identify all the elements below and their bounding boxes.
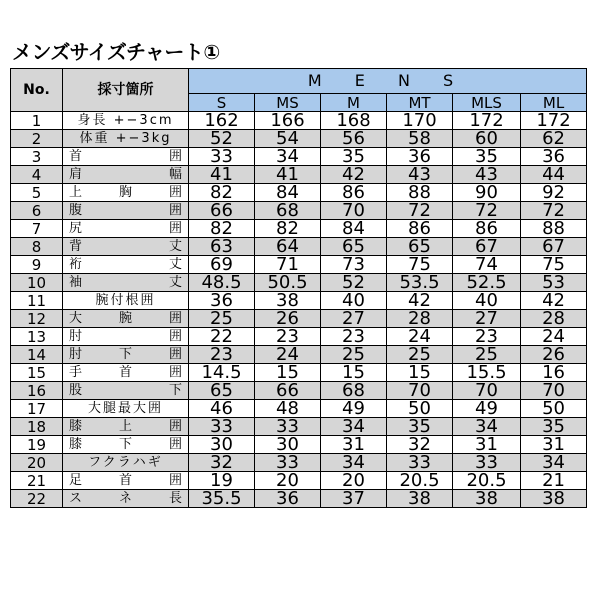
size-value: 36 bbox=[521, 148, 587, 166]
label-char: 幅 bbox=[168, 166, 182, 182]
size-value: 48 bbox=[255, 400, 321, 418]
measurement-label-text bbox=[69, 203, 182, 219]
size-value: 43 bbox=[453, 166, 521, 184]
measurement-label-text: 腕付根囲 bbox=[95, 292, 156, 308]
size-value: 52 bbox=[321, 274, 387, 292]
size-value: 36 bbox=[255, 490, 321, 508]
header-size: ML bbox=[521, 94, 587, 112]
measurement-label-text bbox=[69, 221, 182, 237]
measurement-label bbox=[63, 292, 189, 310]
label-char: 囲 bbox=[168, 364, 182, 380]
size-value: 62 bbox=[521, 130, 587, 148]
label-char: 丈 bbox=[168, 238, 182, 254]
measurement-label-text bbox=[69, 347, 182, 363]
header-size: MLS bbox=[453, 94, 521, 112]
row-number: 7 bbox=[11, 220, 63, 238]
label-char: ネ bbox=[118, 490, 132, 506]
row-number: 22 bbox=[11, 490, 63, 508]
size-value: 16 bbox=[521, 364, 587, 382]
size-value: 20.5 bbox=[387, 472, 453, 490]
size-value: 19 bbox=[189, 472, 255, 490]
table-row bbox=[11, 436, 587, 454]
size-value: 35 bbox=[521, 418, 587, 436]
size-value: 53.5 bbox=[387, 274, 453, 292]
size-value: 23 bbox=[321, 328, 387, 346]
table-row bbox=[11, 238, 587, 256]
label-char: 首 bbox=[69, 148, 83, 164]
size-value: 35 bbox=[387, 418, 453, 436]
header-size: S bbox=[189, 94, 255, 112]
size-value: 43 bbox=[387, 166, 453, 184]
size-value: 38 bbox=[521, 490, 587, 508]
size-value: 23 bbox=[189, 346, 255, 364]
size-value: 31 bbox=[321, 436, 387, 454]
measurement-label-text bbox=[69, 311, 182, 327]
size-value: 27 bbox=[453, 310, 521, 328]
table-row bbox=[11, 382, 587, 400]
size-value: 49 bbox=[321, 400, 387, 418]
label-char: 下 bbox=[118, 346, 132, 362]
size-value: 42 bbox=[387, 292, 453, 310]
table-row bbox=[11, 130, 587, 148]
size-value: 38 bbox=[387, 490, 453, 508]
size-value: 20.5 bbox=[453, 472, 521, 490]
label-char: 股 bbox=[69, 382, 83, 398]
label-char: 膝 bbox=[69, 436, 83, 452]
label-char: 裄 bbox=[69, 256, 83, 272]
label-char: 膝 bbox=[69, 418, 83, 434]
measurement-label bbox=[63, 130, 189, 148]
table-row bbox=[11, 274, 587, 292]
size-value: 69 bbox=[189, 256, 255, 274]
size-value: 35 bbox=[453, 148, 521, 166]
size-value: 15 bbox=[387, 364, 453, 382]
size-value: 66 bbox=[189, 202, 255, 220]
measurement-label-text bbox=[69, 365, 182, 381]
size-value: 86 bbox=[387, 220, 453, 238]
label-char: 囲 bbox=[168, 436, 182, 452]
label-char: 袖 bbox=[69, 274, 83, 290]
size-value: 65 bbox=[321, 238, 387, 256]
measurement-label-text bbox=[69, 185, 182, 201]
size-value: 65 bbox=[189, 382, 255, 400]
size-value: 44 bbox=[521, 166, 587, 184]
table-row bbox=[11, 472, 587, 490]
size-value: 34 bbox=[321, 454, 387, 472]
row-number: 14 bbox=[11, 346, 63, 364]
size-value: 84 bbox=[255, 184, 321, 202]
page-title: メンズサイズチャート① bbox=[12, 40, 220, 64]
size-value: 52 bbox=[189, 130, 255, 148]
size-value: 33 bbox=[255, 418, 321, 436]
size-value: 38 bbox=[453, 490, 521, 508]
label-char: 胸 bbox=[118, 184, 132, 200]
label-char: 足 bbox=[69, 472, 83, 488]
label-char: 囲 bbox=[168, 184, 182, 200]
measurement-label bbox=[63, 166, 189, 184]
table-row bbox=[11, 112, 587, 130]
size-value: 64 bbox=[255, 238, 321, 256]
table-row bbox=[11, 454, 587, 472]
label-char: 上 bbox=[69, 184, 83, 200]
size-value: 33 bbox=[189, 148, 255, 166]
size-value: 41 bbox=[189, 166, 255, 184]
label-char: 囲 bbox=[168, 472, 182, 488]
size-value: 31 bbox=[453, 436, 521, 454]
label-char: 手 bbox=[69, 364, 83, 380]
size-value: 41 bbox=[255, 166, 321, 184]
size-value: 63 bbox=[189, 238, 255, 256]
size-value: 24 bbox=[387, 328, 453, 346]
size-value: 32 bbox=[387, 436, 453, 454]
row-number: 3 bbox=[11, 148, 63, 166]
size-value: 20 bbox=[321, 472, 387, 490]
measurement-label-text bbox=[69, 437, 182, 453]
row-number: 21 bbox=[11, 472, 63, 490]
label-char: 首 bbox=[118, 472, 132, 488]
measurement-label bbox=[63, 202, 189, 220]
size-value: 71 bbox=[255, 256, 321, 274]
measurement-label-text bbox=[69, 239, 182, 255]
label-char: 囲 bbox=[168, 220, 182, 236]
size-value: 40 bbox=[321, 292, 387, 310]
size-value: 88 bbox=[387, 184, 453, 202]
row-number: 2 bbox=[11, 130, 63, 148]
header-size: M bbox=[321, 94, 387, 112]
measurement-label-text: 身長 +−3cm bbox=[77, 112, 174, 128]
size-value: 23 bbox=[453, 328, 521, 346]
measurement-label bbox=[63, 310, 189, 328]
row-number: 6 bbox=[11, 202, 63, 220]
size-value: 66 bbox=[255, 382, 321, 400]
size-value: 30 bbox=[189, 436, 255, 454]
measurement-label bbox=[63, 328, 189, 346]
size-value: 88 bbox=[521, 220, 587, 238]
size-value: 70 bbox=[387, 382, 453, 400]
size-value: 25 bbox=[453, 346, 521, 364]
label-char: 下 bbox=[168, 382, 182, 398]
measurement-label bbox=[63, 238, 189, 256]
label-char: 大 bbox=[69, 310, 83, 326]
table-row bbox=[11, 364, 587, 382]
measurement-label-text bbox=[69, 275, 182, 291]
size-value: 49 bbox=[453, 400, 521, 418]
size-value: 32 bbox=[189, 454, 255, 472]
measurement-label bbox=[63, 364, 189, 382]
size-value: 26 bbox=[255, 310, 321, 328]
size-value: 86 bbox=[453, 220, 521, 238]
size-value: 22 bbox=[189, 328, 255, 346]
size-value: 56 bbox=[321, 130, 387, 148]
size-value: 30 bbox=[255, 436, 321, 454]
size-value: 86 bbox=[321, 184, 387, 202]
label-char: 背 bbox=[69, 238, 83, 254]
size-value: 170 bbox=[387, 112, 453, 130]
label-char: ス bbox=[69, 490, 83, 506]
size-value: 28 bbox=[521, 310, 587, 328]
size-value: 34 bbox=[453, 418, 521, 436]
size-value: 162 bbox=[189, 112, 255, 130]
header-item: 採寸箇所 bbox=[63, 69, 189, 112]
row-number: 4 bbox=[11, 166, 63, 184]
measurement-label bbox=[63, 454, 189, 472]
size-value: 31 bbox=[521, 436, 587, 454]
size-value: 27 bbox=[321, 310, 387, 328]
measurement-label-text bbox=[69, 149, 182, 165]
size-value: 72 bbox=[453, 202, 521, 220]
size-value: 172 bbox=[453, 112, 521, 130]
row-number: 13 bbox=[11, 328, 63, 346]
table-row bbox=[11, 184, 587, 202]
size-value: 34 bbox=[321, 418, 387, 436]
size-value: 28 bbox=[387, 310, 453, 328]
size-value: 15 bbox=[321, 364, 387, 382]
label-char: 囲 bbox=[168, 148, 182, 164]
table-row bbox=[11, 148, 587, 166]
table-row bbox=[11, 400, 587, 418]
table-row bbox=[11, 292, 587, 310]
row-number: 11 bbox=[11, 292, 63, 310]
size-value: 35.5 bbox=[189, 490, 255, 508]
row-number: 8 bbox=[11, 238, 63, 256]
size-value: 52.5 bbox=[453, 274, 521, 292]
label-char: 囲 bbox=[168, 346, 182, 362]
size-value: 82 bbox=[189, 184, 255, 202]
measurement-label bbox=[63, 148, 189, 166]
size-value: 68 bbox=[321, 382, 387, 400]
measurement-label-text: 体重 +−3kg bbox=[79, 130, 172, 146]
size-value: 73 bbox=[321, 256, 387, 274]
size-value: 42 bbox=[321, 166, 387, 184]
table-row bbox=[11, 310, 587, 328]
size-value: 92 bbox=[521, 184, 587, 202]
size-value: 74 bbox=[453, 256, 521, 274]
label-char: 囲 bbox=[168, 310, 182, 326]
row-number: 17 bbox=[11, 400, 63, 418]
measurement-label-text: フクラハギ bbox=[88, 454, 163, 470]
label-char: 首 bbox=[118, 364, 132, 380]
table-row bbox=[11, 220, 587, 238]
label-char: 肩 bbox=[69, 166, 83, 182]
measurement-label bbox=[63, 346, 189, 364]
table-row bbox=[11, 256, 587, 274]
size-value: 25 bbox=[387, 346, 453, 364]
table-row bbox=[11, 166, 587, 184]
size-value: 75 bbox=[387, 256, 453, 274]
size-value: 70 bbox=[321, 202, 387, 220]
measurement-label-text bbox=[69, 419, 182, 435]
size-value: 38 bbox=[255, 292, 321, 310]
row-number: 19 bbox=[11, 436, 63, 454]
table-row bbox=[11, 418, 587, 436]
label-char: 腹 bbox=[69, 202, 83, 218]
size-value: 65 bbox=[387, 238, 453, 256]
label-char: 囲 bbox=[168, 202, 182, 218]
size-value: 166 bbox=[255, 112, 321, 130]
size-value: 33 bbox=[453, 454, 521, 472]
row-number: 15 bbox=[11, 364, 63, 382]
size-value: 24 bbox=[521, 328, 587, 346]
size-value: 42 bbox=[521, 292, 587, 310]
size-value: 34 bbox=[255, 148, 321, 166]
size-value: 50.5 bbox=[255, 274, 321, 292]
size-value: 58 bbox=[387, 130, 453, 148]
size-value: 15.5 bbox=[453, 364, 521, 382]
size-value: 82 bbox=[255, 220, 321, 238]
size-value: 36 bbox=[387, 148, 453, 166]
size-value: 70 bbox=[521, 382, 587, 400]
label-char: 腕 bbox=[118, 310, 132, 326]
row-number: 1 bbox=[11, 112, 63, 130]
size-value: 90 bbox=[453, 184, 521, 202]
size-value: 60 bbox=[453, 130, 521, 148]
header-no: No. bbox=[11, 69, 63, 112]
measurement-label bbox=[63, 184, 189, 202]
size-value: 53 bbox=[521, 274, 587, 292]
table-body bbox=[11, 112, 587, 508]
row-number: 5 bbox=[11, 184, 63, 202]
measurement-label-text bbox=[69, 329, 182, 345]
size-value: 33 bbox=[255, 454, 321, 472]
size-value: 33 bbox=[387, 454, 453, 472]
header-size: MS bbox=[255, 94, 321, 112]
size-value: 67 bbox=[453, 238, 521, 256]
size-value: 72 bbox=[387, 202, 453, 220]
measurement-label-text bbox=[69, 167, 182, 183]
size-value: 72 bbox=[521, 202, 587, 220]
size-value: 34 bbox=[521, 454, 587, 472]
measurement-label bbox=[63, 472, 189, 490]
row-number: 9 bbox=[11, 256, 63, 274]
measurement-label bbox=[63, 418, 189, 436]
header-size: MT bbox=[387, 94, 453, 112]
size-value: 37 bbox=[321, 490, 387, 508]
label-char: 囲 bbox=[168, 418, 182, 434]
measurement-label bbox=[63, 400, 189, 418]
measurement-label bbox=[63, 274, 189, 292]
table-row bbox=[11, 202, 587, 220]
size-value: 33 bbox=[189, 418, 255, 436]
row-number: 20 bbox=[11, 454, 63, 472]
label-char: 肘 bbox=[69, 328, 83, 344]
label-char: 長 bbox=[168, 490, 182, 506]
size-value: 15 bbox=[255, 364, 321, 382]
row-number: 16 bbox=[11, 382, 63, 400]
size-value: 82 bbox=[189, 220, 255, 238]
table-row bbox=[11, 346, 587, 364]
size-value: 36 bbox=[189, 292, 255, 310]
size-value: 54 bbox=[255, 130, 321, 148]
table-row bbox=[11, 328, 587, 346]
table-row bbox=[11, 490, 587, 508]
measurement-label bbox=[63, 112, 189, 130]
measurement-label bbox=[63, 256, 189, 274]
size-value: 67 bbox=[521, 238, 587, 256]
label-char: 丈 bbox=[168, 274, 182, 290]
measurement-label-text bbox=[69, 491, 182, 507]
measurement-label bbox=[63, 220, 189, 238]
size-value: 70 bbox=[453, 382, 521, 400]
size-value: 14.5 bbox=[189, 364, 255, 382]
size-value: 25 bbox=[189, 310, 255, 328]
size-value: 68 bbox=[255, 202, 321, 220]
row-number: 10 bbox=[11, 274, 63, 292]
size-value: 24 bbox=[255, 346, 321, 364]
size-value: 26 bbox=[521, 346, 587, 364]
measurement-label bbox=[63, 490, 189, 508]
size-value: 172 bbox=[521, 112, 587, 130]
header-mens: M E N S bbox=[189, 69, 587, 94]
measurement-label-text bbox=[69, 257, 182, 273]
size-value: 40 bbox=[453, 292, 521, 310]
label-char: 囲 bbox=[168, 328, 182, 344]
measurement-label-text bbox=[69, 473, 182, 489]
measurement-label bbox=[63, 436, 189, 454]
label-char: 上 bbox=[118, 418, 132, 434]
size-value: 20 bbox=[255, 472, 321, 490]
size-value: 25 bbox=[321, 346, 387, 364]
size-value: 50 bbox=[521, 400, 587, 418]
size-value: 23 bbox=[255, 328, 321, 346]
size-value: 75 bbox=[521, 256, 587, 274]
size-value: 48.5 bbox=[189, 274, 255, 292]
label-char: 下 bbox=[118, 436, 132, 452]
size-value: 50 bbox=[387, 400, 453, 418]
header-row-top bbox=[11, 69, 587, 94]
measurement-label-text: 大腿最大囲 bbox=[87, 400, 163, 416]
measurement-label bbox=[63, 382, 189, 400]
size-value: 21 bbox=[521, 472, 587, 490]
row-number: 18 bbox=[11, 418, 63, 436]
measurement-label-text bbox=[69, 383, 182, 399]
label-char: 肘 bbox=[69, 346, 83, 362]
size-chart-table bbox=[10, 68, 587, 508]
size-value: 84 bbox=[321, 220, 387, 238]
row-number: 12 bbox=[11, 310, 63, 328]
label-char: 尻 bbox=[69, 220, 83, 236]
label-char: 丈 bbox=[168, 256, 182, 272]
size-value: 168 bbox=[321, 112, 387, 130]
size-value: 46 bbox=[189, 400, 255, 418]
size-value: 35 bbox=[321, 148, 387, 166]
